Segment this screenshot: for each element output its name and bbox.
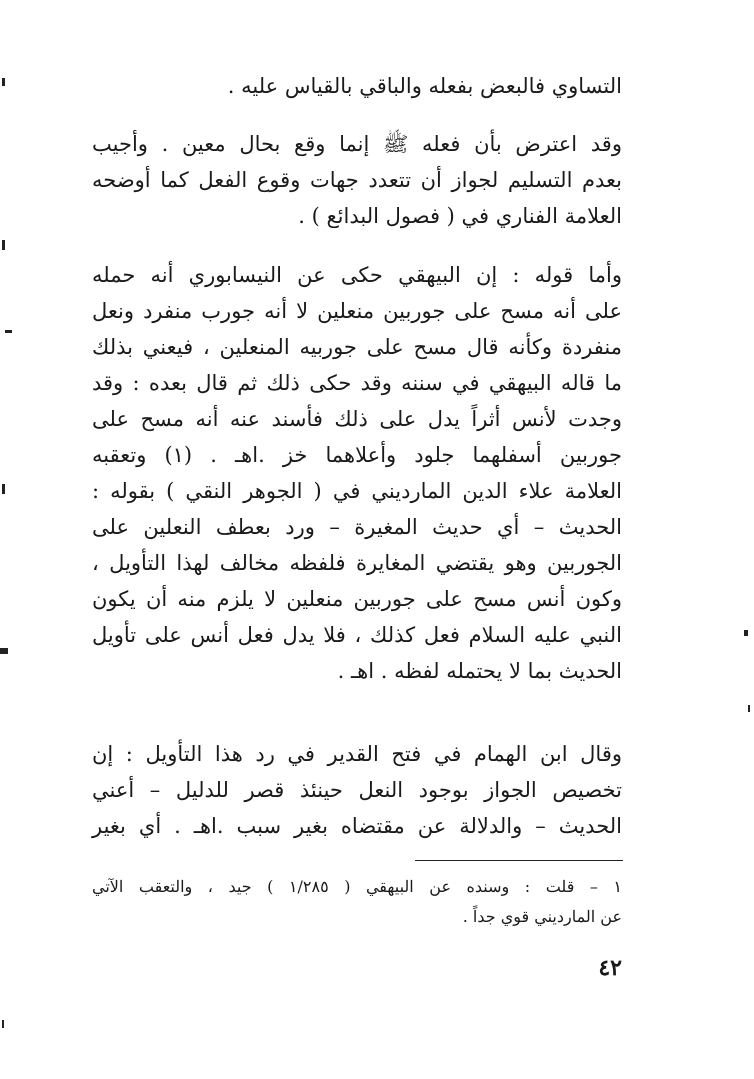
text-line: الحديث بما لا يحتمله لفظه . اهـ . [337, 659, 622, 683]
text-line: العلامة علاء الدين المارديني في ( الجوهر النقي ) بقوله : [92, 479, 622, 503]
paragraph-1 [92, 68, 622, 104]
text-line: وقد اعترض بأن فعله ﷺ إنما وقع بحال معين . وأجيب [92, 132, 622, 156]
text-line: الحديث – والدلالة عن مقتضاه بغير سبب .اهـ . أي بغير [92, 814, 622, 838]
scan-edge-mark [2, 78, 5, 86]
footnote-separator [415, 860, 623, 861]
scan-edge-mark [2, 1020, 4, 1028]
paragraph-2 [92, 126, 622, 234]
text-line: جوربين أسفلهما جلود وأعلاهما خز .اهـ . (١) وتعقبه [92, 443, 622, 467]
scan-edge-mark [2, 484, 5, 494]
page-number: ٤٢ [598, 955, 622, 981]
scan-edge-mark [0, 648, 8, 654]
text-line: بعدم التسليم لجواز أن تتعدد جهات وقوع الفعل كما أوضحه [92, 168, 622, 192]
footnote-line: عن المارديني قوي جداً . [462, 907, 622, 926]
text-line: وأما قوله : إن البيهقي حكى عن النيسابوري أنه حمله [92, 263, 622, 287]
paragraph-4 [92, 736, 622, 844]
text-line: وكون أنس مسح على جوربين منعلين لا يلزم منه أن يكون [92, 587, 622, 611]
text-line: تخصيص الجواز بوجود النعل حينئذ قصر للدليل – أعني [92, 778, 622, 802]
text-line: الحديث – أي حديث المغيرة – ورد بعطف النعلين على [92, 515, 622, 539]
text-line: ما قاله البيهقي في سننه وقد حكى ذلك ثم قال بعده : وقد [92, 371, 622, 395]
text-line: العلامة الفناري في ( فصول البدائع ) . [298, 204, 622, 228]
paragraph-3 [92, 257, 622, 689]
footnote-line: ١ – قلت : وسنده عن البيهقي ( ١/٢٨٥ ) جيد ، والتعقب الآتي [92, 877, 622, 896]
footnote [92, 872, 622, 932]
scan-edge-mark [748, 705, 750, 712]
text-line: وجدت لأنس أثراً يدل على ذلك فأسند عنه أنه مسح على [92, 407, 622, 431]
scan-edge-mark [2, 240, 5, 250]
text-line: وقال ابن الهمام في فتح القدير في رد هذا التأويل : إن [92, 742, 622, 766]
text-line: النبي عليه السلام فعل كذلك ، فلا يدل فعل أنس على تأويل [92, 623, 622, 647]
scan-edge-mark [5, 330, 12, 333]
scan-edge-mark [744, 630, 748, 636]
text-line: التساوي فالبعض بفعله والباقي بالقياس عليه . [227, 74, 622, 98]
text-line: منفردة وكأنه قال مسح على جوربيه المنعلين ، فيعني بذلك [92, 335, 623, 359]
text-line: على أنه مسح على جوربين منعلين لا أنه جورب منفرد ونعل [92, 299, 622, 323]
text-line: الجوربين وهو يقتضي المغايرة فلفظه مخالف لهذا التأويل ، [92, 551, 622, 575]
